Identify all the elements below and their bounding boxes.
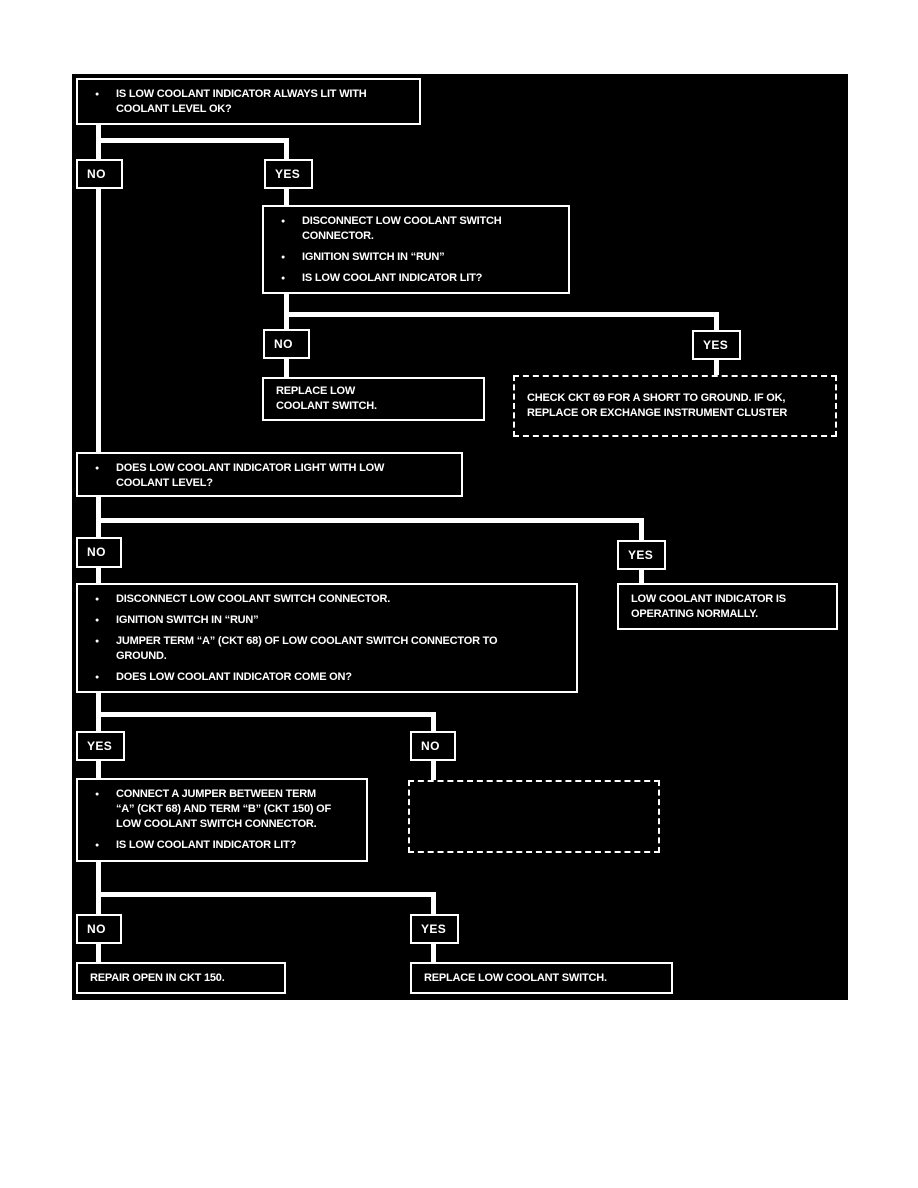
text-line: IS LOW COOLANT INDICATOR LIT? xyxy=(116,839,297,851)
node-yes-3 xyxy=(617,540,666,570)
text-line: IGNITION SWITCH IN “RUN” xyxy=(116,614,259,626)
node-no-1 xyxy=(76,159,123,189)
node-no-4 xyxy=(410,731,456,761)
text-line: DOES LOW COOLANT INDICATOR LIGHT WITH LOW xyxy=(116,462,385,474)
connector-q3-yes3 xyxy=(639,518,644,542)
text-line: LOW COOLANT INDICATOR IS xyxy=(631,592,786,605)
text-line: DISCONNECT LOW COOLANT SWITCH xyxy=(302,215,502,227)
branch-label: NO xyxy=(274,336,293,351)
text-line: REPLACE LOW xyxy=(276,385,356,397)
flowchart-panel xyxy=(72,74,848,1000)
text-line: “A” (CKT 68) AND TERM “B” (CKT 150) OF xyxy=(116,803,332,815)
text-line: CONNECT A JUMPER BETWEEN TERM xyxy=(116,788,316,800)
connector-q1-yes1 xyxy=(284,138,289,161)
node-action-replace-switch-2 xyxy=(410,962,673,994)
branch-label: NO xyxy=(87,166,106,181)
text-line: OPERATING NORMALLY. xyxy=(631,607,758,620)
node-yes-2 xyxy=(692,330,741,360)
text-line: GROUND. xyxy=(116,650,167,662)
branch-label: YES xyxy=(628,547,654,562)
connector-q2-branch xyxy=(284,312,719,317)
text-line: DISCONNECT LOW COOLANT SWITCH CONNECTOR. xyxy=(116,593,391,605)
connector-q4-no4 xyxy=(431,712,436,733)
connector-no5-a3 xyxy=(96,942,101,964)
connector-q5-down xyxy=(96,860,101,916)
branch-label: NO xyxy=(87,921,106,936)
node-yes-5 xyxy=(410,914,459,944)
node-action-replace-switch xyxy=(262,377,485,421)
bullet-icon: ● xyxy=(280,275,286,282)
text-line: LOW COOLANT SWITCH CONNECTOR. xyxy=(116,818,317,830)
text-line: REPAIR OPEN IN CKT 150. xyxy=(90,971,225,984)
bullet-icon: ● xyxy=(94,638,100,645)
branch-label: YES xyxy=(703,337,729,352)
node-action-repair-ckt150 xyxy=(76,962,286,994)
text-line: REPLACE OR EXCHANGE INSTRUMENT CLUSTER xyxy=(527,407,788,419)
node-question-jumper-ground xyxy=(76,583,578,693)
node-yes-1 xyxy=(264,159,313,189)
connector-q2-yes2 xyxy=(714,312,719,332)
connector-no2-a1 xyxy=(284,359,289,379)
text-line: DOES LOW COOLANT INDICATOR COME ON? xyxy=(116,671,352,683)
bullet-icon: ● xyxy=(94,791,100,798)
text-line: IS LOW COOLANT INDICATOR LIT? xyxy=(302,272,483,284)
node-action-check-ckt69 xyxy=(513,375,837,437)
connector-q1-branch xyxy=(96,138,289,143)
text-line: CHECK CKT 69 FOR A SHORT TO GROUND. IF OK, xyxy=(527,392,786,404)
bullet-icon: ● xyxy=(280,254,286,261)
text-line: COOLANT LEVEL OK? xyxy=(116,103,232,115)
connector-yes5-a4 xyxy=(431,942,436,964)
connector-q1-no1 xyxy=(96,125,101,161)
connector-no4-d2 xyxy=(431,761,436,782)
node-question-always-lit xyxy=(76,78,421,125)
node-no-5 xyxy=(76,914,122,944)
connector-no1-q3 xyxy=(96,189,101,454)
bullet-icon: ● xyxy=(94,842,100,849)
node-no-3 xyxy=(76,537,122,568)
bullet-icon: ● xyxy=(94,596,100,603)
connector-q3-branch xyxy=(96,518,644,523)
node-action-check-ckt68 xyxy=(408,780,660,853)
node-no-2 xyxy=(263,329,310,359)
node-question-light-with-low xyxy=(76,452,463,497)
text-line: JUMPER TERM “A” (CKT 68) OF LOW COOLANT SWITCH CONNECTOR TO xyxy=(116,635,498,647)
text-line: IS LOW COOLANT INDICATOR ALWAYS LIT WITH xyxy=(116,88,367,100)
bullet-icon: ● xyxy=(280,218,286,225)
bullet-icon: ● xyxy=(94,91,100,98)
branch-label: NO xyxy=(87,545,106,559)
node-question-indicator-lit xyxy=(262,205,570,294)
bullet-icon: ● xyxy=(94,465,100,472)
text-line: CONNECTOR. xyxy=(302,230,374,242)
text-line: REPLACE LOW COOLANT SWITCH. xyxy=(424,971,607,984)
connector-q4-branch xyxy=(96,712,436,717)
node-yes-4 xyxy=(76,731,125,761)
connector-q5-yes5 xyxy=(431,892,436,916)
node-result-operating-normally xyxy=(617,583,838,630)
text-line: COOLANT SWITCH. xyxy=(276,400,377,412)
text-line: IGNITION SWITCH IN “RUN” xyxy=(302,251,445,263)
bullet-icon: ● xyxy=(94,617,100,624)
branch-label: YES xyxy=(87,738,113,753)
text-line: COOLANT LEVEL? xyxy=(116,477,213,489)
branch-label: NO xyxy=(421,738,440,753)
bullet-icon: ● xyxy=(94,674,100,681)
node-question-jumper-term-b xyxy=(76,778,368,862)
branch-label: YES xyxy=(275,166,301,181)
connector-q5-branch xyxy=(96,892,436,897)
branch-label: YES xyxy=(421,921,447,936)
